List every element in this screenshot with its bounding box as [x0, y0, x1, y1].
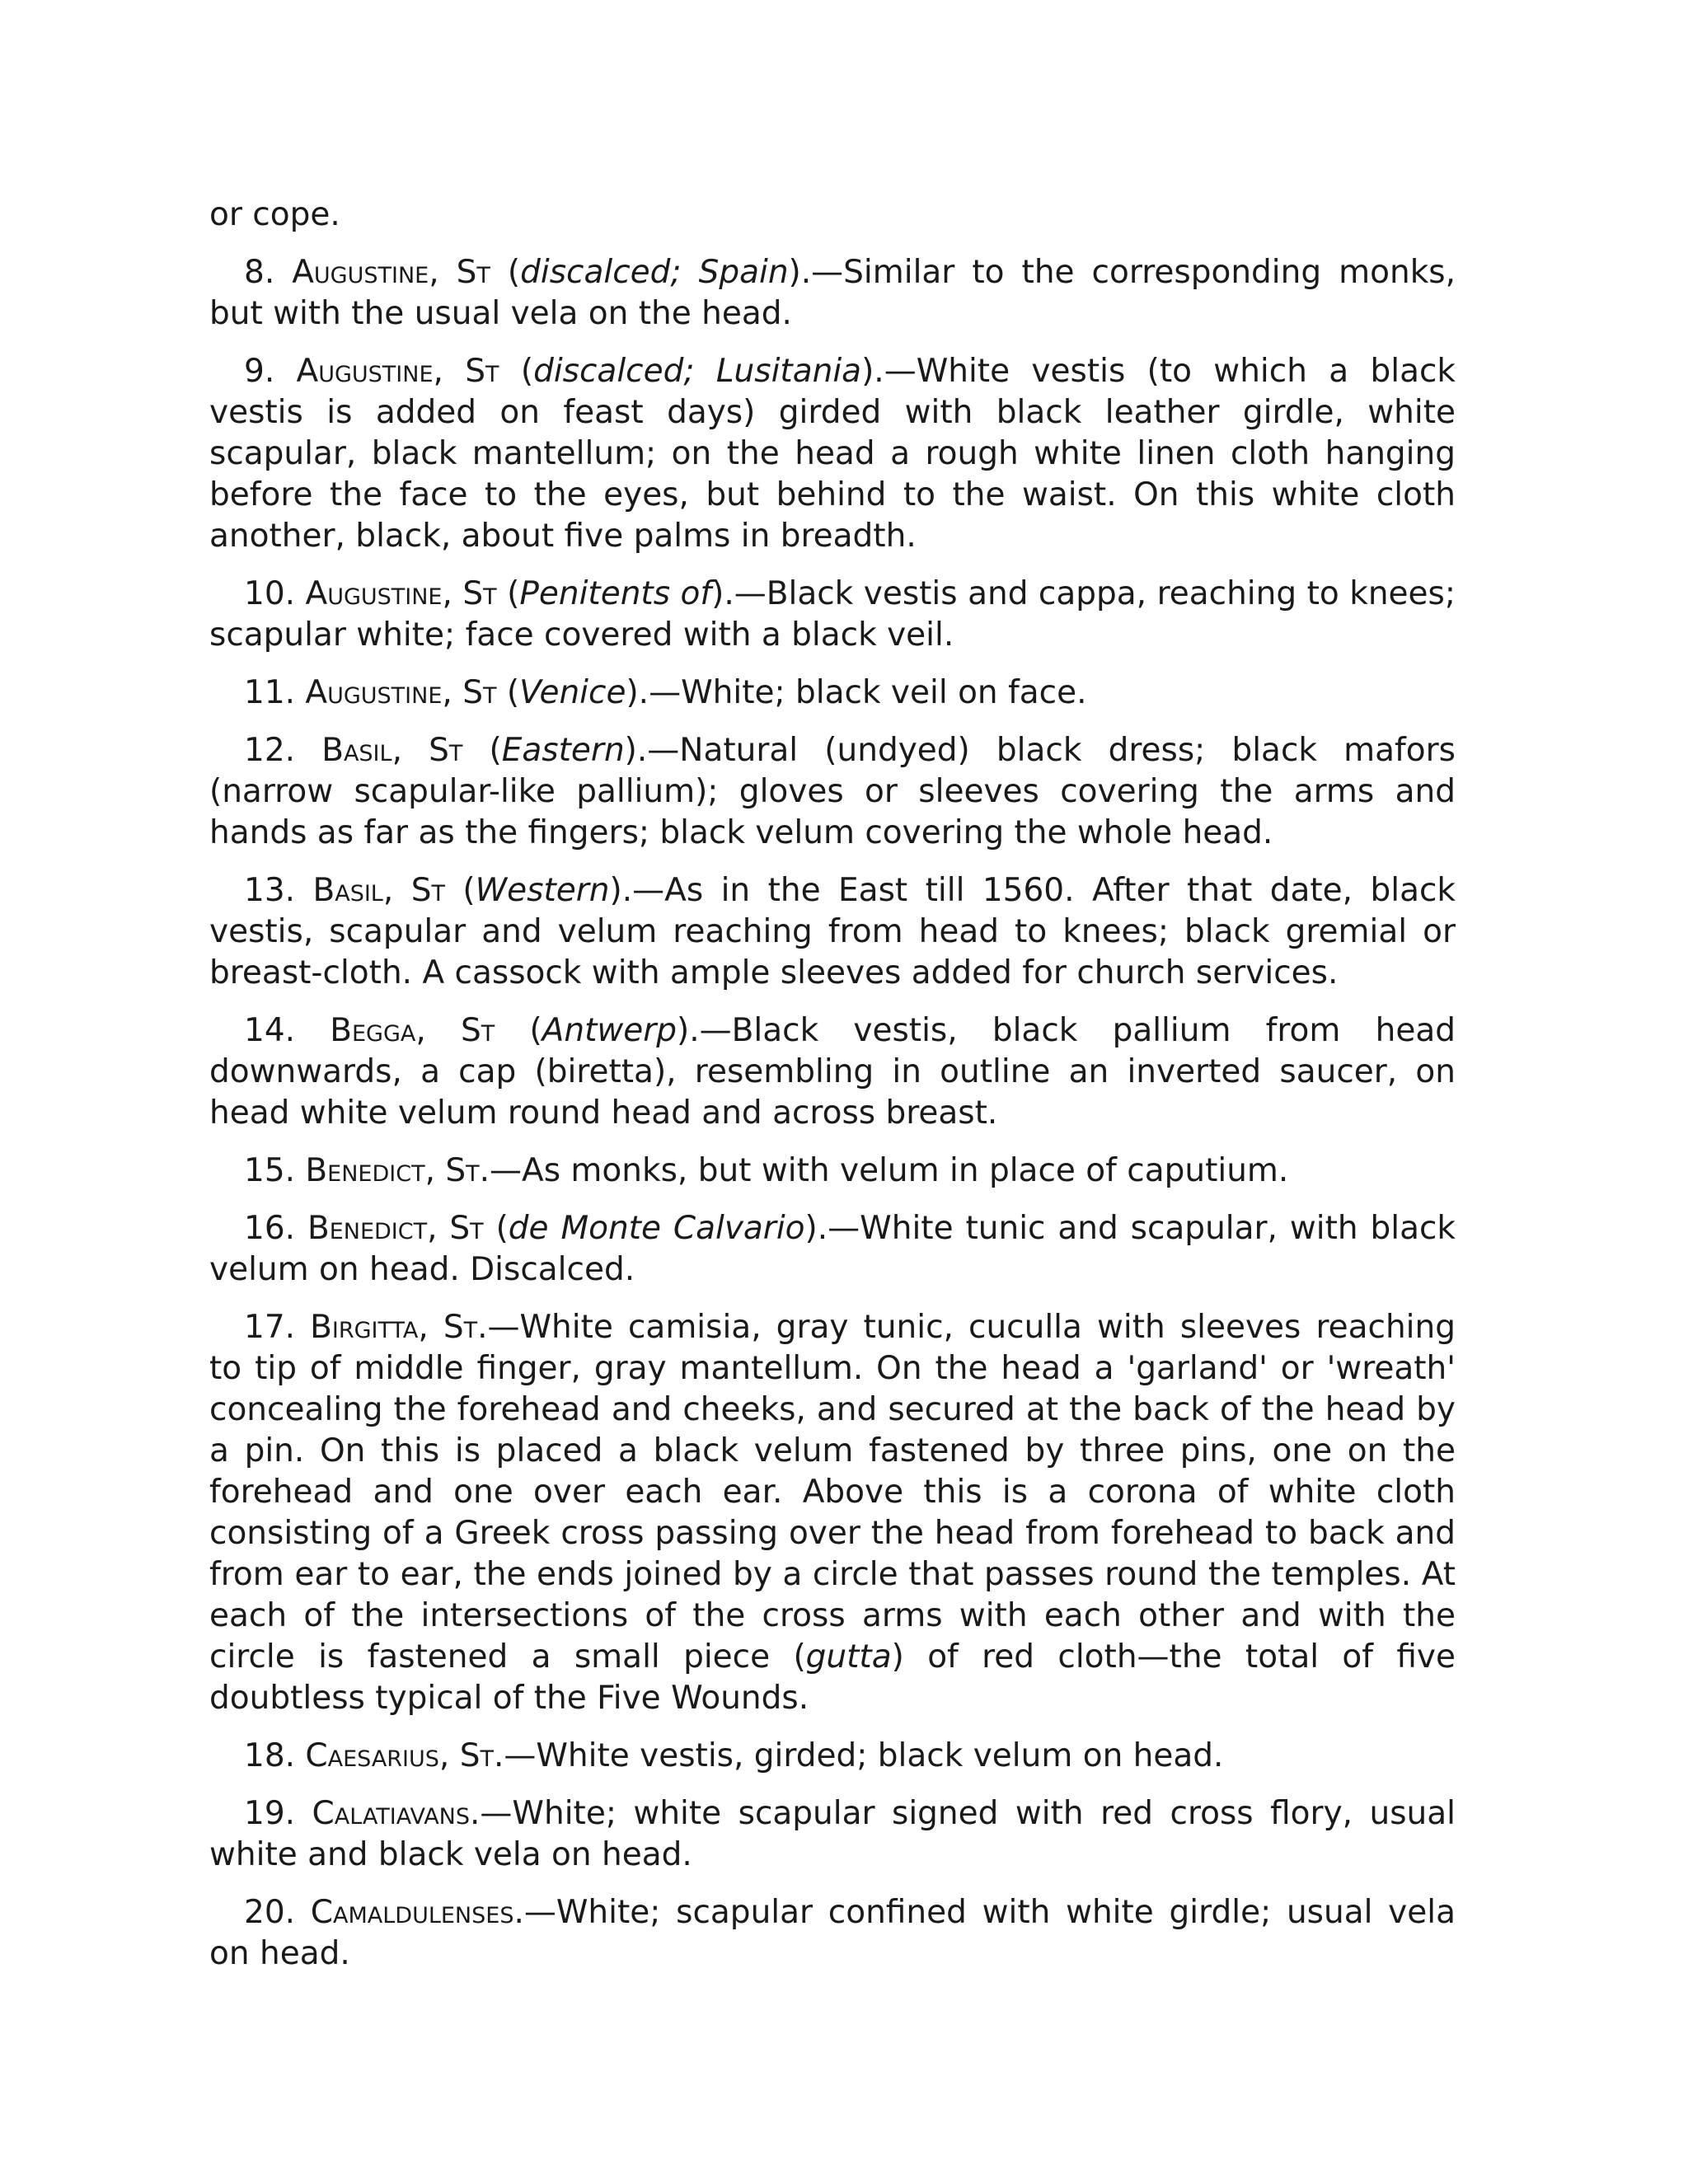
entry-number: 8. — [244, 254, 293, 291]
entry-qualifier: Venice — [519, 674, 626, 711]
text-run: , — [418, 1309, 443, 1346]
text-run: ( — [495, 1012, 542, 1049]
entry-number: 20. — [244, 1894, 311, 1931]
text-run: ( — [490, 254, 521, 291]
italic-term: gutta — [805, 1638, 892, 1675]
entry-description: ).—As in the East till 1560. After that date, black vestis, scapular and velum reaching from head to knees; black gremial or breast-cloth. A cassock with ample sleeves added for church services. — [209, 872, 1456, 991]
text-body — [209, 194, 1456, 1991]
entry-number: 13. — [244, 872, 313, 909]
entry-number: 18. — [244, 1737, 306, 1774]
entry-number: 16. — [244, 1210, 307, 1247]
entry-name: Augustine — [305, 674, 443, 711]
entry-name: Augustine — [305, 575, 443, 612]
saint-abbrev: St — [449, 1210, 484, 1247]
entry-qualifier: discalced; Spain — [520, 254, 789, 291]
entry-17-birgitta — [209, 1307, 1456, 1719]
saint-abbrev: St — [443, 1309, 478, 1346]
text-run: , — [442, 674, 463, 711]
text-run: , — [442, 575, 463, 612]
entry-description: ).—White; black veil on face. — [626, 674, 1087, 711]
entry-name: Birgitta — [310, 1309, 419, 1346]
text-run: , — [429, 254, 457, 291]
saint-abbrev: St — [456, 254, 490, 291]
entry-description: ).—White vestis (to which a black vestis is added on feast days) girded with black leather girdle, white scapular, black mantellum; on the head a rough white linen cloth hanging before the face to the eyes, but behind to the waist. On this white cloth another, black, about five palms in breadth. — [209, 353, 1456, 555]
saint-abbrev: St — [410, 872, 445, 909]
entry-name: Begga — [330, 1012, 416, 1049]
saint-abbrev: St — [445, 1152, 480, 1189]
entry-description: .—White; scapular confined with white girdle; usual vela on head. — [209, 1894, 1456, 1972]
entry-qualifier: de Monte Calvario — [508, 1210, 805, 1247]
saint-abbrev: St — [459, 1737, 494, 1774]
entry-name: Caesarius — [305, 1737, 439, 1774]
text-run: or cope. — [209, 196, 340, 233]
entry-20-camaldulenses — [209, 1892, 1456, 1975]
entry-number: 11. — [244, 674, 306, 711]
entry-description: ).—Similar to the corresponding monks, but with the usual vela on the head. — [209, 254, 1456, 332]
entry-19-calatiavans — [209, 1793, 1456, 1876]
entry-number: 15. — [244, 1152, 306, 1189]
saint-abbrev: St — [465, 353, 499, 390]
entry-10-augustine-penitents — [209, 574, 1456, 656]
entry-11-augustine-venice — [209, 673, 1456, 714]
entry-description: .—As monks, but with velum in place of caputium. — [479, 1152, 1289, 1189]
text-run: ( — [496, 575, 520, 612]
entry-qualifier: Eastern — [501, 732, 625, 769]
entry-qualifier: Western — [475, 872, 610, 909]
entry-number: 19. — [244, 1795, 312, 1832]
entry-description: ).—Black vestis and cappa, reaching to knees; scapular white; face covered with a black veil. — [209, 575, 1456, 654]
text-run: ( — [483, 1210, 509, 1247]
entry-name: Calatiavans — [312, 1795, 471, 1832]
entry-number: 14. — [244, 1012, 331, 1049]
text-run: , — [438, 1737, 460, 1774]
saint-abbrev: St — [462, 674, 497, 711]
entry-description: ).—Natural (undyed) black dress; black mafors (narrow scapular-like pallium); gloves or sleeves covering the arms and hands as far as the fingers; black velum covering the whole head. — [209, 732, 1456, 851]
text-run: ( — [499, 353, 534, 390]
entry-number: 10. — [244, 575, 306, 612]
entry-name: Benedict — [305, 1152, 425, 1189]
entry-name: Augustine — [292, 254, 429, 291]
entry-qualifier: Penitents of — [519, 575, 712, 612]
entry-description: .—White vestis, girded; black velum on head. — [493, 1737, 1224, 1774]
saint-abbrev: St — [429, 732, 463, 769]
entry-name: Benedict — [307, 1210, 428, 1247]
entry-number: 12. — [244, 732, 322, 769]
entry-qualifier: Antwerp — [542, 1012, 678, 1049]
entry-name: Basil — [321, 732, 392, 769]
entry-15-benedict — [209, 1151, 1456, 1192]
text-run: ( — [462, 732, 502, 769]
text-run: ( — [496, 674, 520, 711]
text-run: , — [392, 732, 429, 769]
saint-abbrev: St — [462, 575, 497, 612]
entry-13-basil-western — [209, 870, 1456, 994]
paragraph-continuation — [209, 194, 1456, 236]
entry-name: Augustine — [296, 353, 434, 390]
entry-name: Camaldulenses — [310, 1894, 514, 1931]
entry-9-augustine-lusitania — [209, 351, 1456, 557]
entry-description: .—White; white scapular signed with red cross flory, usual white and black vela on head. — [209, 1795, 1456, 1873]
entry-14-begga-antwerp — [209, 1010, 1456, 1134]
entry-number: 17. — [244, 1309, 311, 1346]
entry-number: 9. — [244, 353, 297, 390]
entry-name: Basil — [312, 872, 383, 909]
entry-18-caesarius — [209, 1736, 1456, 1777]
entry-qualifier: discalced; Lusitania — [533, 353, 862, 390]
entry-description-end: ) of red cloth—the total of five doubtless typical of the Five Wounds. — [209, 1638, 1456, 1717]
text-run: , — [424, 1152, 446, 1189]
entry-description: ).—White tunic and scapular, with black velum on head. Discalced. — [209, 1210, 1456, 1288]
entry-12-basil-eastern — [209, 730, 1456, 854]
text-run: , — [415, 1012, 461, 1049]
text-run: , — [382, 872, 411, 909]
text-run: , — [433, 353, 466, 390]
text-run: , — [427, 1210, 450, 1247]
entry-16-benedict-monte-calvario — [209, 1208, 1456, 1291]
entry-description: .—White camisia, gray tunic, cuculla with sleeves reaching to tip of middle finger, gray mantellum. On the head a 'garland' or 'wreath' concealing the forehead and cheeks, and secured at the back of the head by a pin. On this is placed a black velum fastened by three pins, one on the forehead and one over each ear. Above this is a corona of white cloth consisting of a Greek cross passing over the head from forehead to back and from ear to ear, the ends joined by a circle that passes round the temples. At each of the intersections of the cross arms with each other and with the circle is fastened a small piece ( — [209, 1309, 1456, 1675]
entry-8-augustine-spain — [209, 252, 1456, 335]
text-run: ( — [444, 872, 476, 909]
saint-abbrev: St — [460, 1012, 495, 1049]
entry-description: ).—Black vestis, black pallium from head downwards, a cap (biretta), resembling in outline an inverted saucer, on head white velum round head and across breast. — [209, 1012, 1456, 1132]
